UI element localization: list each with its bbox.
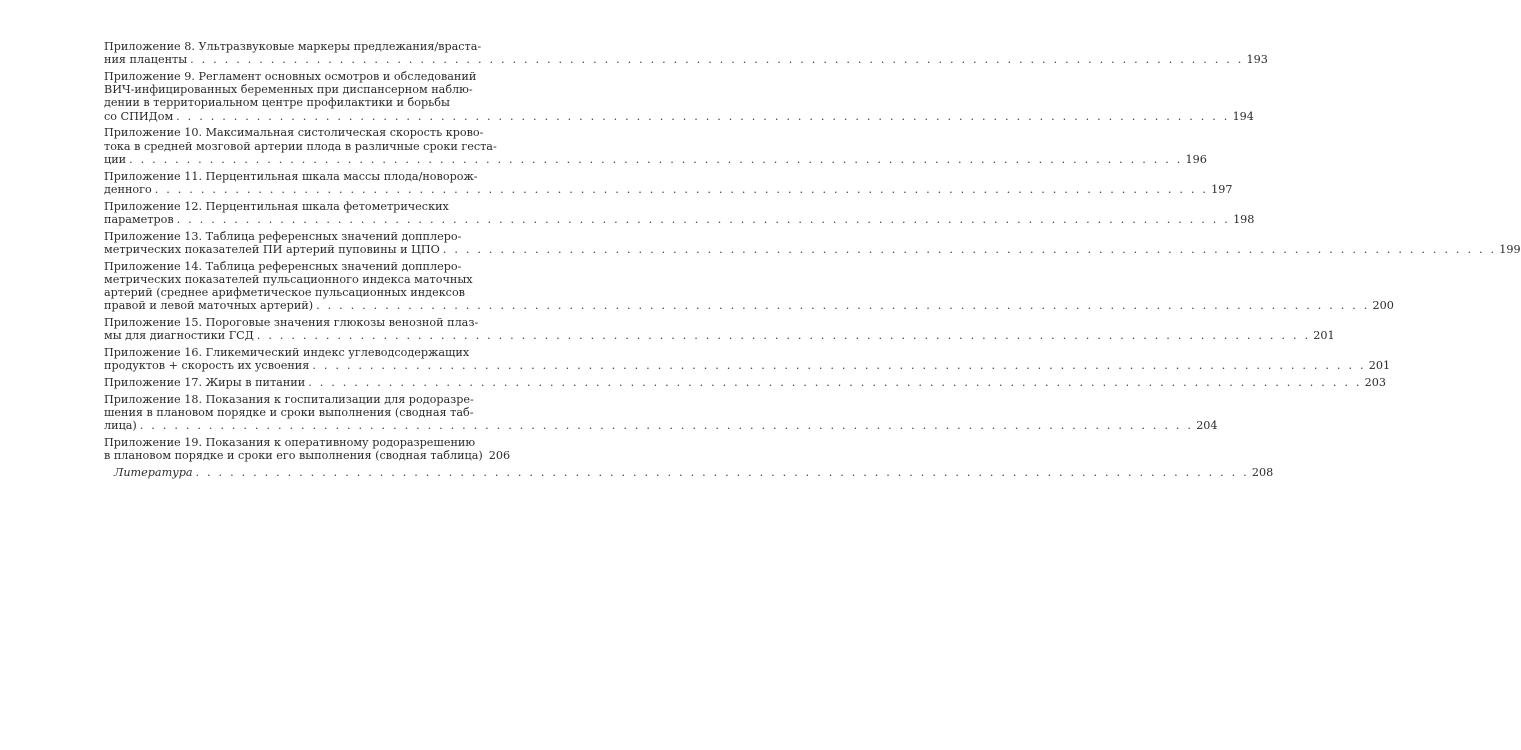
page-number: 208 [1251,466,1274,480]
toc-entry-literature[interactable] [104,466,1274,480]
toc-entry-line: шения в плановом порядке и сроки выполнения (сводная таб- [104,406,474,420]
page-number: 197 [1211,182,1233,196]
toc-entry-appendix-11[interactable] [104,169,1233,196]
toc-entry-line: ВИЧ-инфицированных беременных при диспансерном наблю- [104,83,473,97]
toc-entry-line: Приложение 15. Пороговые значения глюкозы венозной плаз- [104,316,479,330]
dot-leader [196,466,1249,479]
toc-entry-line: артерий (среднее арифметическое пульсационных индексов [104,286,465,300]
toc-entry-appendix-10[interactable] [104,126,1207,166]
toc-entry-appendix-12[interactable] [104,199,1255,226]
page-number: 193 [1246,53,1268,67]
dot-leader [316,299,1369,312]
toc-entry-line: со СПИДом [104,109,174,123]
dot-leader [312,359,1365,372]
page-number: 194 [1232,109,1254,123]
toc-entry-line: ния плаценты [104,53,188,67]
toc-entry-appendix-9[interactable] [104,70,1254,123]
toc-entry-line: параметров [104,212,174,226]
page-number: 206 [488,449,511,463]
toc-entry-line: Приложение 16. Гликемический индекс углеводсодержащих [104,346,470,360]
dot-leader [308,376,1361,389]
toc-entry-line: правой и левой маточных артерий) [104,299,314,313]
toc-entry-appendix-13[interactable] [104,229,1521,256]
page-number: 199 [1499,242,1521,256]
toc-entry-line: в плановом порядке и сроки его выполнения (сводная таблица) [104,449,483,463]
toc-entry-line: тока в средней мозговой артерии плода в различные сроки геста- [104,139,497,153]
page-number: 204 [1196,419,1218,433]
toc-entry-line: Приложение 12. Перцентильная шкала фетометрических [104,199,449,213]
toc-entry-line: денного [104,182,152,196]
toc-entry-line: лица) [104,419,137,433]
toc-entry-appendix-18[interactable] [104,392,1218,433]
toc-entry-line: Приложение 11. Перцентильная шкала массы плода/новорож- [104,169,478,183]
toc-entry-line: Приложение 8. Ультразвуковые маркеры предлежания/враста- [104,40,482,53]
toc-entry-appendix-15[interactable] [104,316,1335,343]
page-number: 203 [1364,376,1386,390]
toc-entry-line: Приложение 17. Жиры в питании [104,376,306,390]
dot-leader [155,183,1208,196]
page-number: 200 [1372,299,1394,313]
dot-leader [140,419,1193,432]
toc-entry-line: метрических показателей ПИ артерий пуповины и ЦПО [104,242,440,256]
toc-entry-appendix-19[interactable] [104,436,511,463]
toc-entry-line: ции [104,152,127,166]
toc-entry-line: Приложение 13. Таблица референсных значений допплеро- [104,229,462,243]
toc-entry-line: Приложение 9. Регламент основных осмотров и обследований [104,70,477,83]
toc-entry-line: мы для диагностики ГСД [104,329,254,343]
dot-leader [257,329,1310,342]
page-number: 196 [1185,152,1207,166]
toc-entry-appendix-8[interactable] [104,40,1268,67]
dot-leader [190,53,1243,66]
toc-entry-appendix-17[interactable] [104,376,1386,390]
page-number: 201 [1368,359,1391,373]
toc-entry-line: продуктов + скорость их усвоения [104,359,310,373]
toc-entry-line: Приложение 18. Показания к госпитализации для родоразре- [104,392,474,406]
toc-entry-appendix-14[interactable] [104,259,1394,313]
toc-entry-line: Приложение 14. Таблица референсных значений допплеро- [104,259,462,273]
page-number: 201 [1313,329,1335,343]
page-number: 198 [1233,212,1255,226]
toc-entry-line: Приложение 10. Максимальная систолическая скорость крово- [104,126,484,140]
dot-leader [176,110,1229,123]
dot-leader [129,153,1182,166]
dot-leader [443,243,1496,256]
toc-entry-line: Приложение 19. Показания к оперативному родоразрешению [104,436,476,450]
toc-entry-line: дении в территориальном центре профилактики и борьбы [104,96,450,110]
toc-entry-appendix-16[interactable] [104,346,1391,373]
toc-entry-line: метрических показателей пульсационного индекса маточных [104,272,473,286]
toc-entry-line: Литература [114,466,193,480]
dot-leader [177,213,1230,226]
table-of-contents [104,40,1521,483]
